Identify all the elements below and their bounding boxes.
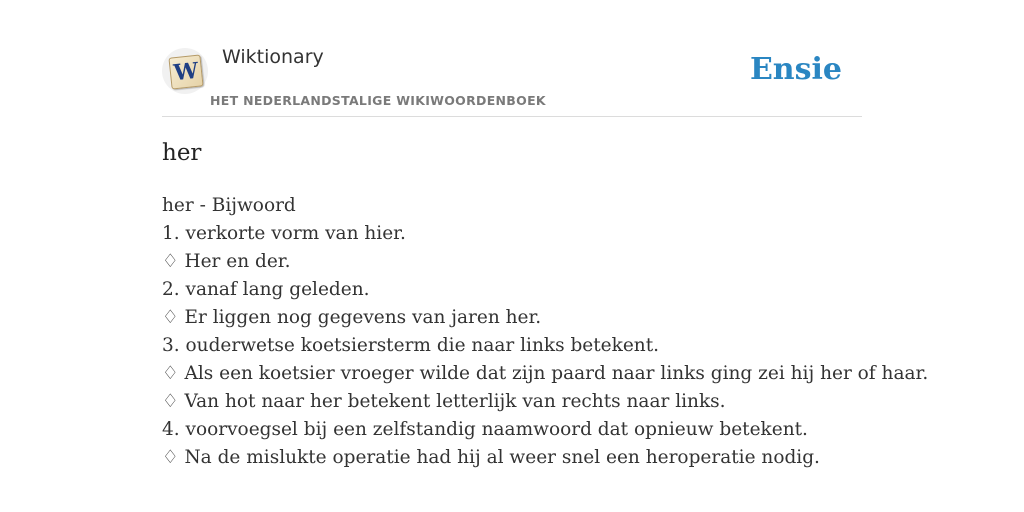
site-header [162,44,862,117]
site-tagline: HET NEDERLANDSTALIGE WIKIWOORDENBOEK [210,93,546,108]
logo-tile-icon: W [168,54,203,89]
wiktionary-logo[interactable] [162,48,208,94]
site-name[interactable]: Wiktionary [222,46,324,68]
example-line: ♢ Van hot naar her betekent letterlijk van rechts naar links. [162,391,726,412]
example-line: ♢ Na de mislukte operatie had hij al weer snel een heroperatie nodig. [162,447,820,468]
example-line: ♢ Her en der. [162,251,291,272]
example-line: ♢ Als een koetsier vroeger wilde dat zijn paard naar links ging zei hij her of haar. [162,363,929,384]
definition-line: 4. voorvoegsel bij een zelfstandig naamwoord dat opnieuw betekent. [162,419,808,440]
definition-entry [162,192,929,472]
entry-headline: her - Bijwoord [162,195,296,216]
ensie-brand-link[interactable]: Ensie [749,52,842,87]
definition-line: 2. vanaf lang geleden. [162,279,370,300]
definition-line: 3. ouderwetse koetsiersterm die naar links betekent. [162,335,660,356]
page-title: her [162,140,202,166]
definition-line: 1. verkorte vorm van hier. [162,223,406,244]
example-line: ♢ Er liggen nog gegevens van jaren her. [162,307,542,328]
